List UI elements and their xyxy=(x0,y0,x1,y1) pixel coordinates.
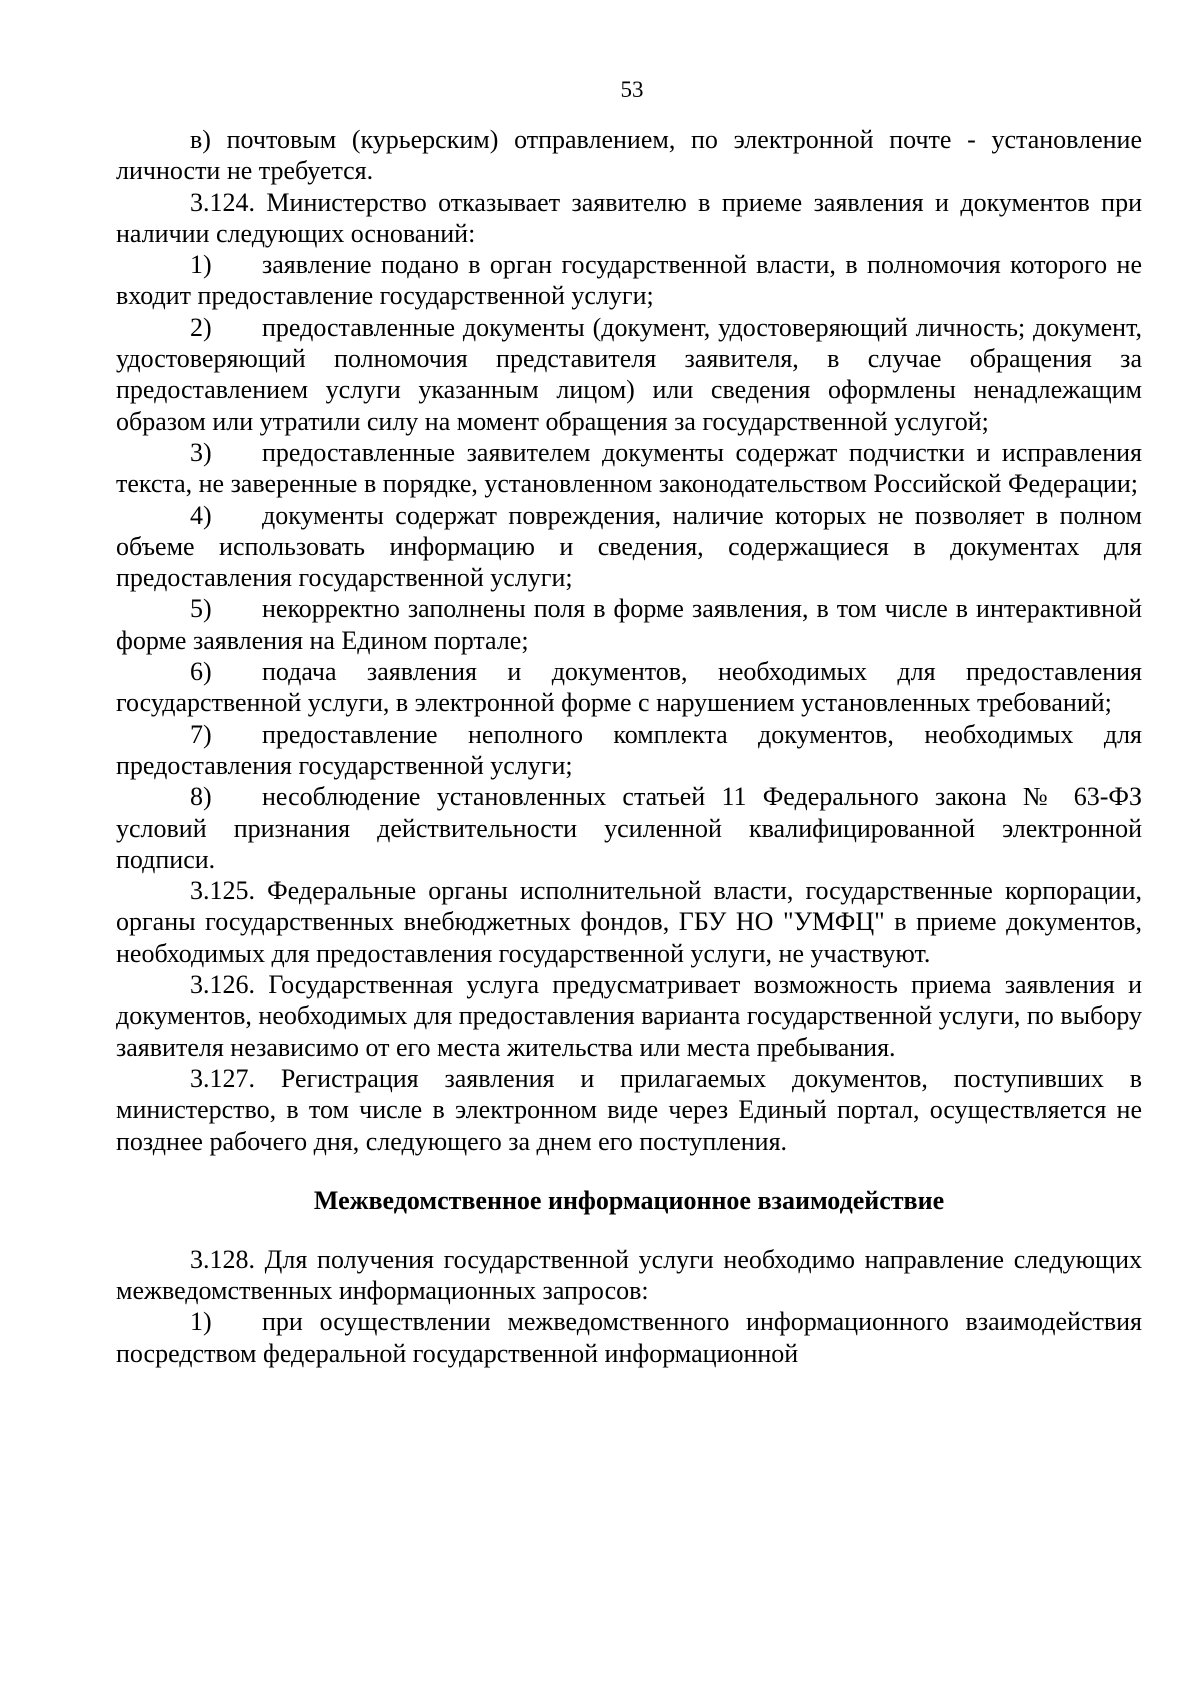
paragraph-3-127: 3.127. Регистрация заявления и прилагаемых документов, поступивших в министерство, в том числе в электронном виде через Единый портал, осуществляется не позднее рабочего дня, следующего за днем его поступления. xyxy=(116,1063,1142,1156)
list-item-3-124-2 xyxy=(116,312,1142,437)
list-item-3-124-4 xyxy=(116,500,1142,594)
list-item-text: подача заявления и документов, необходимых для предоставления государственной услуги, в электронной форме с нарушением установленных требований; xyxy=(116,657,1142,718)
list-item-text: предоставленные заявителем документы содержат подчистки и исправления текста, не заверенные в порядке, установленном законодательством Российской Федерации; xyxy=(116,437,1142,499)
paragraph-3-124: 3.124. Министерство отказывает заявителю в приеме заявления и документов при наличии следующих оснований: xyxy=(116,187,1142,248)
list-item-3-124-5 xyxy=(116,593,1142,656)
list-item-3-128-1 xyxy=(116,1306,1142,1369)
list-item-3-124-8 xyxy=(116,781,1142,875)
list-item-number: 4) xyxy=(190,500,212,530)
list-item-number: 2) xyxy=(190,312,212,342)
list-item-3-124-3 xyxy=(116,437,1142,500)
list-item-3-124-1 xyxy=(116,249,1142,312)
list-item-text: документы содержат повреждения, наличие которых не позволяет в полном объеме использовать информацию и сведения, содержащиеся в документах для предоставления государственной услуги; xyxy=(116,500,1142,593)
list-item-text: при осуществлении межведомственного информационного взаимодействия посредством федеральной государственной информационной xyxy=(116,1307,1142,1368)
list-item-number: 5) xyxy=(190,594,212,624)
page-number: 53 xyxy=(620,77,644,102)
list-item-number: 1) xyxy=(190,1307,212,1337)
paragraph-3-125: 3.125. Федеральные органы исполнительной власти, государственные корпорации, органы государственных внебюджетных фондов, ГБУ НО "УМФЦ" в приеме документов, необходимых для предоставления государственной услуги, не участвуют. xyxy=(116,876,1142,968)
list-item-3-124-6 xyxy=(116,656,1142,719)
list-item-text: предоставленные документы (документ, удостоверяющий личность; документ, удостоверяющий полномочия представителя заявителя, в случае обращения за предоставлением услуги указанным лицом) или сведения оформлены ненадлежащим образом или утратили силу на момент обращения за государственной услугой; xyxy=(116,312,1142,436)
list-item-text: несоблюдение установленных статьей 11 Федерального закона № 63-ФЗ условий признания действительности усиленной квалифицированной электронной подписи. xyxy=(116,782,1142,874)
list-item-text: некорректно заполнены поля в форме заявления, в том числе в интерактивной форме заявления на Едином портале; xyxy=(116,594,1142,655)
list-item-3-124-7 xyxy=(116,719,1142,782)
list-item-number: 3) xyxy=(190,437,212,467)
list-item-number: 6) xyxy=(190,657,212,687)
document-page xyxy=(116,70,1142,1369)
list-item-number: 1) xyxy=(190,250,212,280)
list-item-number: 7) xyxy=(190,719,212,749)
paragraph-3-128: 3.128. Для получения государственной услуги необходимо направление следующих межведомственных информационных запросов: xyxy=(116,1244,1142,1306)
paragraph-v: в) почтовым (курьерским) отправлением, по электронной почте - установление личности не требуется. xyxy=(116,125,1142,186)
list-item-number: 8) xyxy=(190,782,212,812)
list-item-text: предоставление неполного комплекта документов, необходимых для предоставления государственной услуги; xyxy=(116,719,1142,780)
paragraph-3-126: 3.126. Государственная услуга предусматривает возможность приема заявления и документов, необходимых для предоставления варианта государственной услуги, по выбору заявителя независимо от его места жительства или места пребывания. xyxy=(116,970,1142,1062)
section-heading: Межведомственное информационное взаимодействие xyxy=(313,1185,945,1215)
list-item-text: заявление подано в орган государственной власти, в полномочия которого не входит предоставление государственной услуги; xyxy=(116,250,1142,311)
